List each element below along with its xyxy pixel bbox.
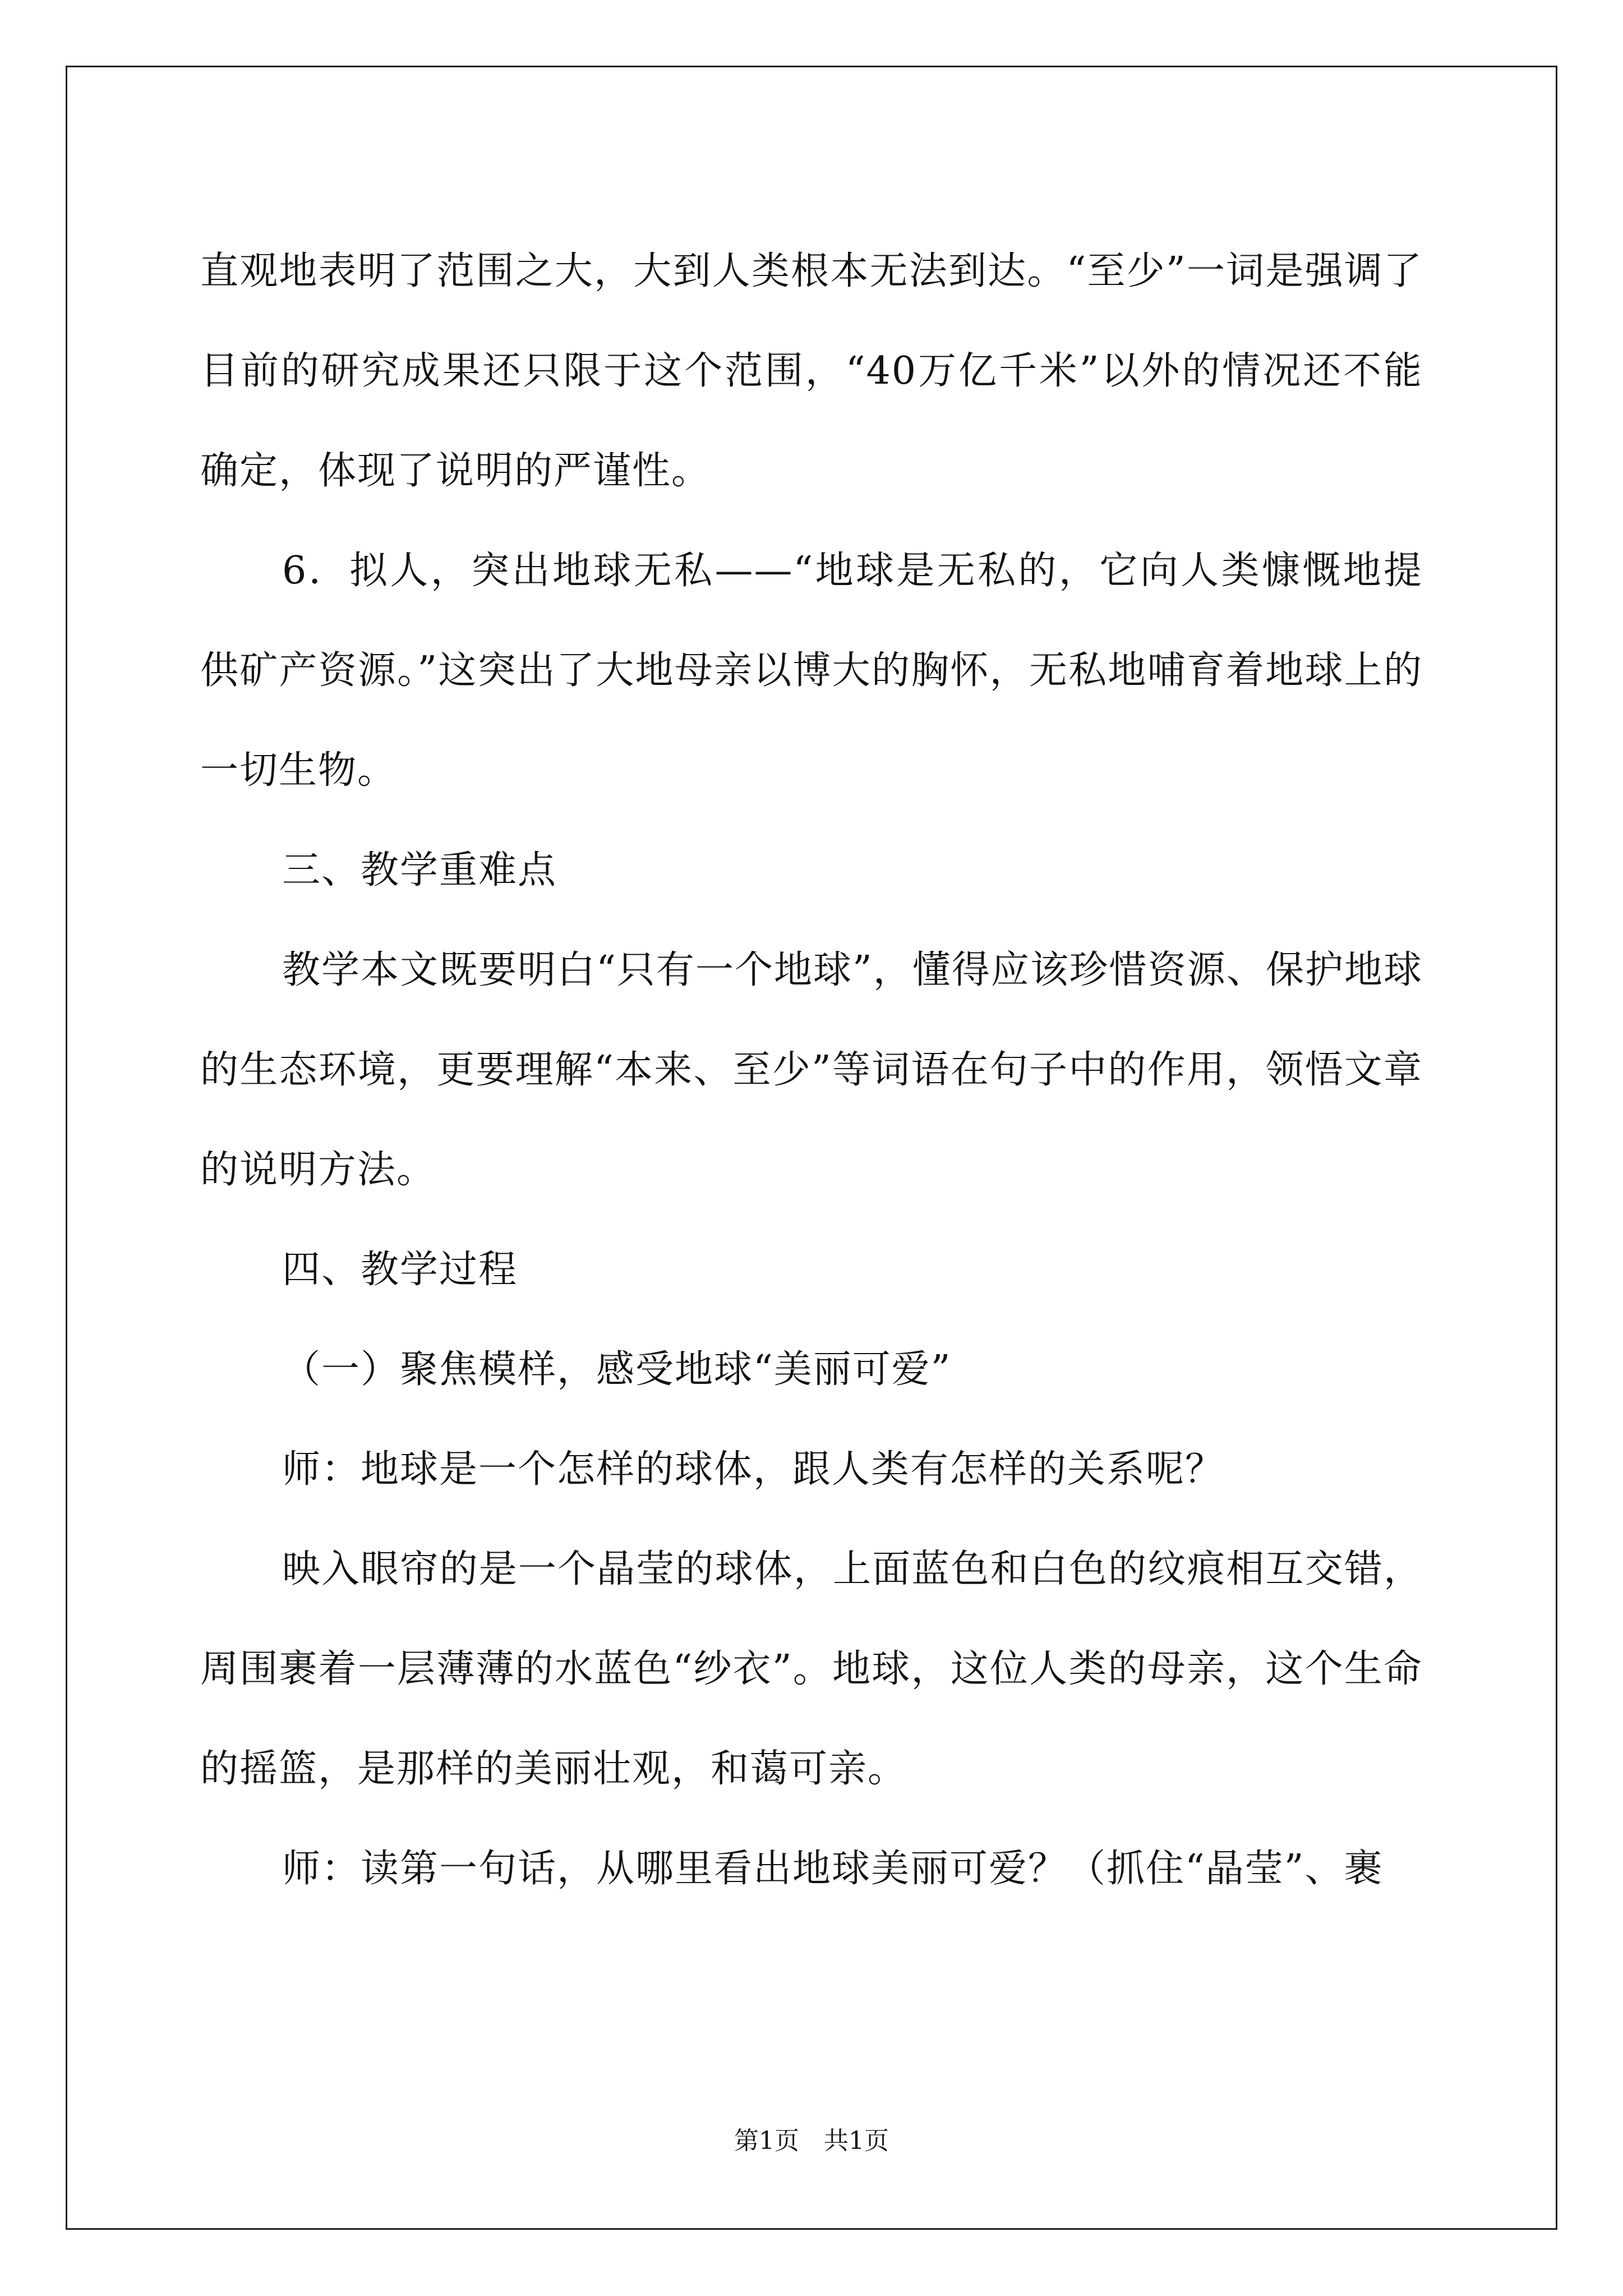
page-footer: 第1页 共1页	[734, 2127, 889, 2155]
paragraph-9: 师：读第一句话，从哪里看出地球美丽可爱？（抓住“晶莹”、裹	[282, 1847, 1384, 1891]
section-heading-3: 三、教学重难点	[282, 848, 557, 892]
document-body	[200, 222, 1423, 1919]
paragraph-1: 直观地表明了范围之大，大到人类根本无法到达。“至少”一词是强调了目前的研究成果还只限于这个范围，“40万亿千米”以外的情况还不能确定，体现了说明的严谨性。	[200, 249, 1423, 493]
subsection-heading-1: （一）聚焦模样，感受地球“美丽可爱”	[282, 1347, 952, 1392]
paragraph-8: 映入眼帘的是一个晶莹的球体，上面蓝色和白色的纹痕相互交错，周围裹着一层薄薄的水蓝色“纱衣”。地球，这位人类的母亲，这个生命的摇篮，是那样的美丽壮观，和蔼可亲。	[200, 1547, 1423, 1791]
paragraph-2: 6．拟人，突出地球无私——“地球是无私的，它向人类慷慨地提供矿产资源。”这突出了大地母亲以博大的胸怀，无私地哺育着地球上的一切生物。	[200, 549, 1423, 793]
paragraph-4: 教学本文既要明白“只有一个地球”，懂得应该珍惜资源、保护地球的生态环境，更要理解“本来、至少”等词语在句子中的作用，领悟文章的说明方法。	[200, 948, 1423, 1192]
paragraph-7: 师：地球是一个怎样的球体，跟人类有怎样的关系呢？	[282, 1447, 1225, 1492]
section-heading-4: 四、教学过程	[282, 1248, 518, 1292]
